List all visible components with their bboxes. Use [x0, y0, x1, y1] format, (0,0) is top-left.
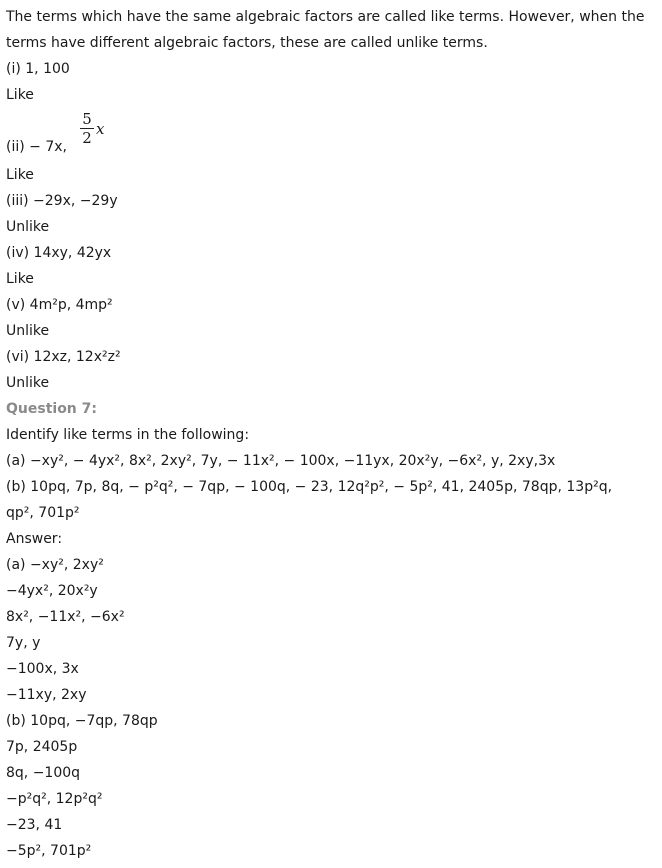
item-6-label: (vi) 12xz, 12x²z² [6, 349, 121, 365]
answer-line: −5p², 701p² [6, 843, 92, 859]
fraction-denominator: 2 [82, 129, 92, 147]
fraction-numerator: 5 [82, 110, 92, 128]
answer-line: −p²q², 12p²q² [6, 791, 103, 807]
answer-line: −11xy, 2xy [6, 687, 87, 703]
item-5-answer: Unlike [6, 323, 50, 339]
item-2-answer: Like [6, 167, 34, 183]
item-2-label: (ii) − 7x, [6, 139, 67, 155]
item-4-label: (iv) 14xy, 42yx [6, 245, 112, 261]
item-1-label: (i) 1, 100 [6, 61, 70, 77]
answer-line: (b) 10pq, −7qp, 78qp [6, 713, 158, 729]
answer-line: −4yx², 20x²y [6, 583, 98, 599]
answer-line: −23, 41 [6, 817, 63, 833]
fraction-variable: x [96, 120, 105, 138]
question-part-b-line-1: (b) 10pq, 7p, 8q, − p²q², − 7qp, − 100q, − 23, 12q²p², − 5p², 41, 2405p, 78qp, 13p²q, [6, 479, 613, 495]
question-part-a: (a) −xy², − 4yx², 8x², 2xy², 7y, − 11x², − 100x, −11yx, 20x²y, −6x², y, 2xy,3x [6, 453, 556, 469]
item-2-row [6, 108, 656, 162]
question-title: Question 7: [6, 401, 97, 417]
item-5-label: (v) 4m²p, 4mp² [6, 297, 113, 313]
answer-line: 8x², −11x², −6x² [6, 609, 125, 625]
answer-line: (a) −xy², 2xy² [6, 557, 104, 573]
intro-text: The terms which have the same algebraic factors are called like terms. However, when the terms have different algebraic factors, these are called unlike terms. [6, 9, 645, 51]
item-3-label: (iii) −29x, −29y [6, 193, 118, 209]
answer-line: 7y, y [6, 635, 41, 651]
answer-label: Answer: [6, 531, 63, 547]
answer-line: 7p, 2405p [6, 739, 78, 755]
question-text: Identify like terms in the following: [6, 427, 250, 443]
answer-line: −100x, 3x [6, 661, 79, 677]
item-6-answer: Unlike [6, 375, 50, 391]
item-3-answer: Unlike [6, 219, 50, 235]
item-1-answer: Like [6, 87, 34, 103]
item-4-answer: Like [6, 271, 34, 287]
answer-line: 8q, −100q [6, 765, 81, 781]
fraction [80, 110, 105, 147]
question-part-b-line-2: qp², 701p² [6, 505, 80, 521]
